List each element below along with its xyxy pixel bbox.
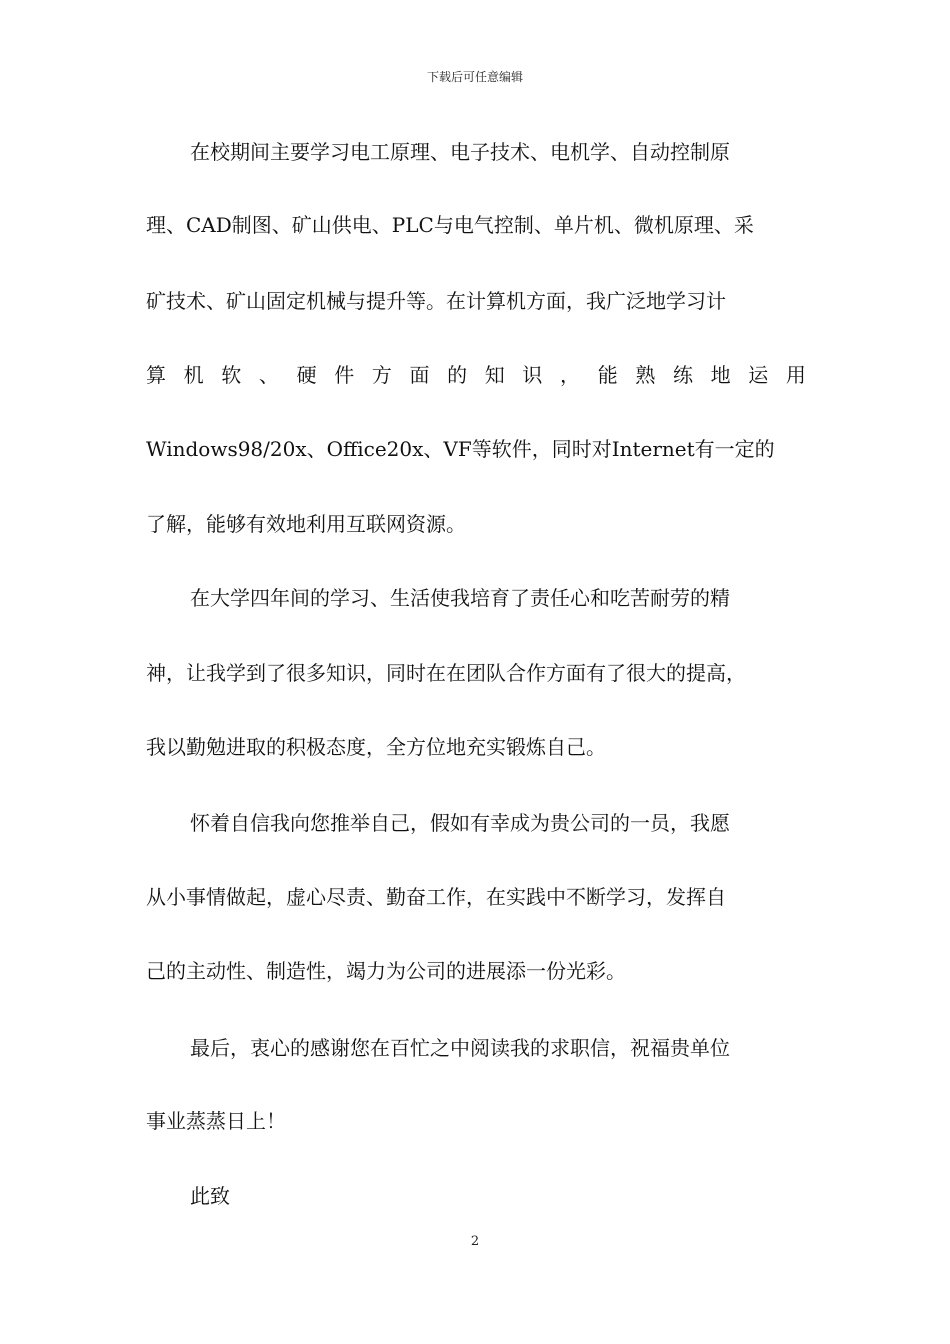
paragraph-line: 最后，衷心的感谢您在百忙之中阅读我的求职信，祝福贵单位 xyxy=(190,1036,730,1060)
header-note: 下载后可任意编辑 xyxy=(426,70,523,84)
paragraph-line: 神，让我学到了很多知识，同时在在团队合作方面有了很大的提高， xyxy=(146,661,746,685)
justified-char: 面 xyxy=(409,363,430,387)
justified-char: 练 xyxy=(672,363,693,387)
paragraph-line: 理、CAD制图、矿山供电、PLC与电气控制、单片机、微机原理、采 xyxy=(146,213,754,237)
justified-char: 算 xyxy=(146,363,166,387)
justified-char: 能 xyxy=(597,363,618,387)
page-number: 2 xyxy=(470,1234,480,1249)
justified-char: 的 xyxy=(447,363,468,387)
paragraph-line: 怀着自信我向您推举自己，假如有幸成为贵公司的一员，我愿 xyxy=(190,811,730,835)
justified-char: 运 xyxy=(748,363,769,387)
paragraph-line-justified xyxy=(146,360,806,390)
closing-salutation: 此致 xyxy=(190,1184,230,1208)
justified-char: 硬 xyxy=(296,363,317,387)
paragraph-line: 了解，能够有效地利用互联网资源。 xyxy=(146,512,466,536)
paragraph-line: Windows98/20x、Office20x、VF等软件，同时对Internet有一定的 xyxy=(146,437,775,461)
justified-char: 用 xyxy=(785,363,806,387)
paragraph-line: 我以勤勉进取的积极态度，全方位地充实锻炼自己。 xyxy=(146,735,606,759)
paragraph-line: 从小事情做起，虚心尽责、勤奋工作，在实践中不断学习，发挥自 xyxy=(146,885,726,909)
justified-char: 机 xyxy=(183,363,204,387)
paragraph-line: 矿技术、矿山固定机械与提升等。在计算机方面，我广泛地学习计 xyxy=(146,289,726,313)
justified-char: 识 xyxy=(522,363,543,387)
justified-char: 、 xyxy=(258,363,279,387)
justified-char: 熟 xyxy=(635,363,656,387)
paragraph-line: 在大学四年间的学习、生活使我培育了责任心和吃苦耐劳的精 xyxy=(190,586,730,610)
paragraph-line: 己的主动性、制造性，竭力为公司的进展添一份光彩。 xyxy=(146,959,626,983)
justified-char: 方 xyxy=(371,363,392,387)
paragraph-line: 事业蒸蒸日上！ xyxy=(146,1109,286,1133)
justified-char: 软 xyxy=(221,363,242,387)
justified-char: 知 xyxy=(484,363,505,387)
justified-char: 件 xyxy=(334,363,355,387)
justified-char: 地 xyxy=(710,363,731,387)
paragraph-line: 在校期间主要学习电工原理、电子技术、电机学、自动控制原 xyxy=(190,140,730,164)
justified-char: ， xyxy=(560,363,581,387)
